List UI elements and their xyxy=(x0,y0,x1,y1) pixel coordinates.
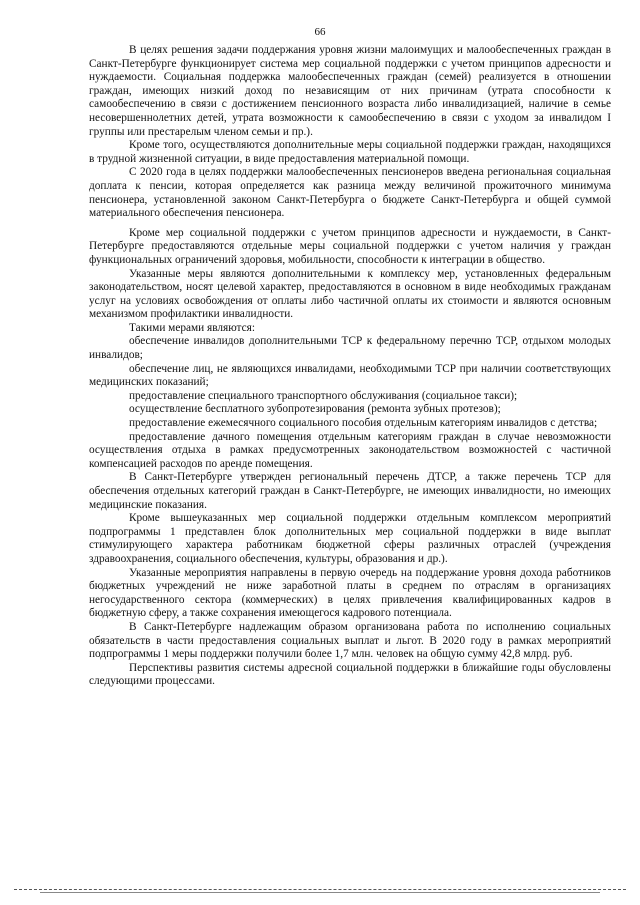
paragraph-functional-limitations: Кроме мер социальной поддержки с учетом принципов адресности и нуждаемости, в Санкт-Петербурге предоставляются отдельные меры социальной поддержки с учетом наличия у граждан функциональных ограничений здоровья, мобильности, способности к интеграции в общество. xyxy=(89,226,611,266)
paragraph-social-support-system: В целях решения задачи поддержания уровня жизни малоимущих и малообеспеченных граждан в Санкт-Петербурге функционирует система мер социальной поддержки с учетом принципов адресности и нуждаемости. Социальная поддержка малообеспеченных граждан (семей) реализуется в отношении граждан, имеющих низкий доход по независящим от них причинам (утрата способности к самообеспечению в связи с достижением пенсионного возраста либо инвалидизацией, наличие в семье несовершеннолетних детей, утрата возможности к самообеспечению в связи с уходом за инвалидом I группы или престарелым членом семьи и пр.). xyxy=(89,44,611,138)
paragraph-income-level: Указанные мероприятия направлены в первую очередь на поддержание уровня дохода работников бюджетных учреждений не ниже заработной платы в среднем по отраслям в организациях негосударственного сектора (коммерческих) в целях привлечения квалифицированных кадров в бюджетную сферу, а также сохранения имеющегося кадрового потенциала. xyxy=(89,566,611,620)
list-item-dacha: предоставление дачного помещения отдельным категориям граждан в случае невозможности осуществления отдыха в рамках предусмотренных законодательством возможностей с частичной компенсацией расходов по аренде помещения. xyxy=(89,430,611,470)
page-number: 66 xyxy=(314,26,326,38)
list-item-tsr-disabled: обеспечение инвалидов дополнительными ТСР к федеральному перечню ТСР, отдыхом молодых инвалидов; xyxy=(89,335,611,362)
paragraph-dtsr-list: В Санкт-Петербурге утвержден региональный перечень ДТСР, а также перечень ТСР для обеспечения отдельных категорий граждан в Санкт-Петербурге, не имеющих инвалидности, но имеющих медицинские показания. xyxy=(89,471,611,511)
bottom-scan-line xyxy=(14,889,626,890)
paragraph-measures-list-intro: Такими мерами являются: xyxy=(129,321,255,334)
list-item-monthly-allowance: предоставление ежемесячного социального пособия отдельным категориям инвалидов с детства; xyxy=(129,417,598,430)
list-item-social-taxi: предоставление специального транспортного обслуживания (социальное такси); xyxy=(129,389,518,402)
list-item-tsr-non-disabled: обеспечение лиц, не являющихся инвалидами, необходимыми ТСР при наличии соответствующих медицинских показаний; xyxy=(89,362,611,389)
bottom-divider xyxy=(40,892,600,893)
list-item-dental: осуществление бесплатного зубопротезирования (ремонта зубных протезов); xyxy=(129,403,501,416)
paragraph-2020-results: В Санкт-Петербурге надлежащим образом организована работа по исполнению социальных обязательств в части предоставления социальных выплат и льгот. В 2020 году в рамках мероприятий подпрограммы 1 меры поддержки получили более 1,7 млн. человек на общую сумму 42,8 млрд. руб. xyxy=(89,620,611,661)
paragraph-pension-supplement: С 2020 года в целях поддержки малообеспеченных пенсионеров введена региональная социальная доплата к пенсии, которая определяется как разница между величиной прожиточного минимума пенсионера, установленной законом Санкт-Петербурга о бюджете Санкт-Петербурга и общей суммой материального обеспечения пенсионера. xyxy=(89,166,611,220)
paragraph-stimulating-payments: Кроме вышеуказанных мер социальной поддержки отдельным комплексом мероприятий подпрограммы 1 представлен блок дополнительных мер социальной поддержки в виде выплат стимулирующего характера работникам бюджетной сферы различных отраслей (учреждения здравоохранения, социального обеспечения, культуры, образования и др.). xyxy=(89,512,611,565)
paragraph-perspectives: Перспективы развития системы адресной социальной поддержки в ближайшие годы обусловлены следующими процессами. xyxy=(89,661,611,688)
document-body xyxy=(89,44,611,689)
paragraph-measures-character: Указанные меры являются дополнительными к комплексу мер, установленных федеральным законодательством, носят целевой характер, предоставляются в основном в виде необходимых гражданам услуг на условиях освобождения от оплаты либо частичной оплаты их стоимости и являются основным механизмом профилактики инвалидности. xyxy=(89,267,611,321)
paragraph-additional-measures: Кроме того, осуществляются дополнительные меры социальной поддержки граждан, находящихся в трудной жизненной ситуации, в виде предоставления материальной помощи. xyxy=(89,139,611,165)
